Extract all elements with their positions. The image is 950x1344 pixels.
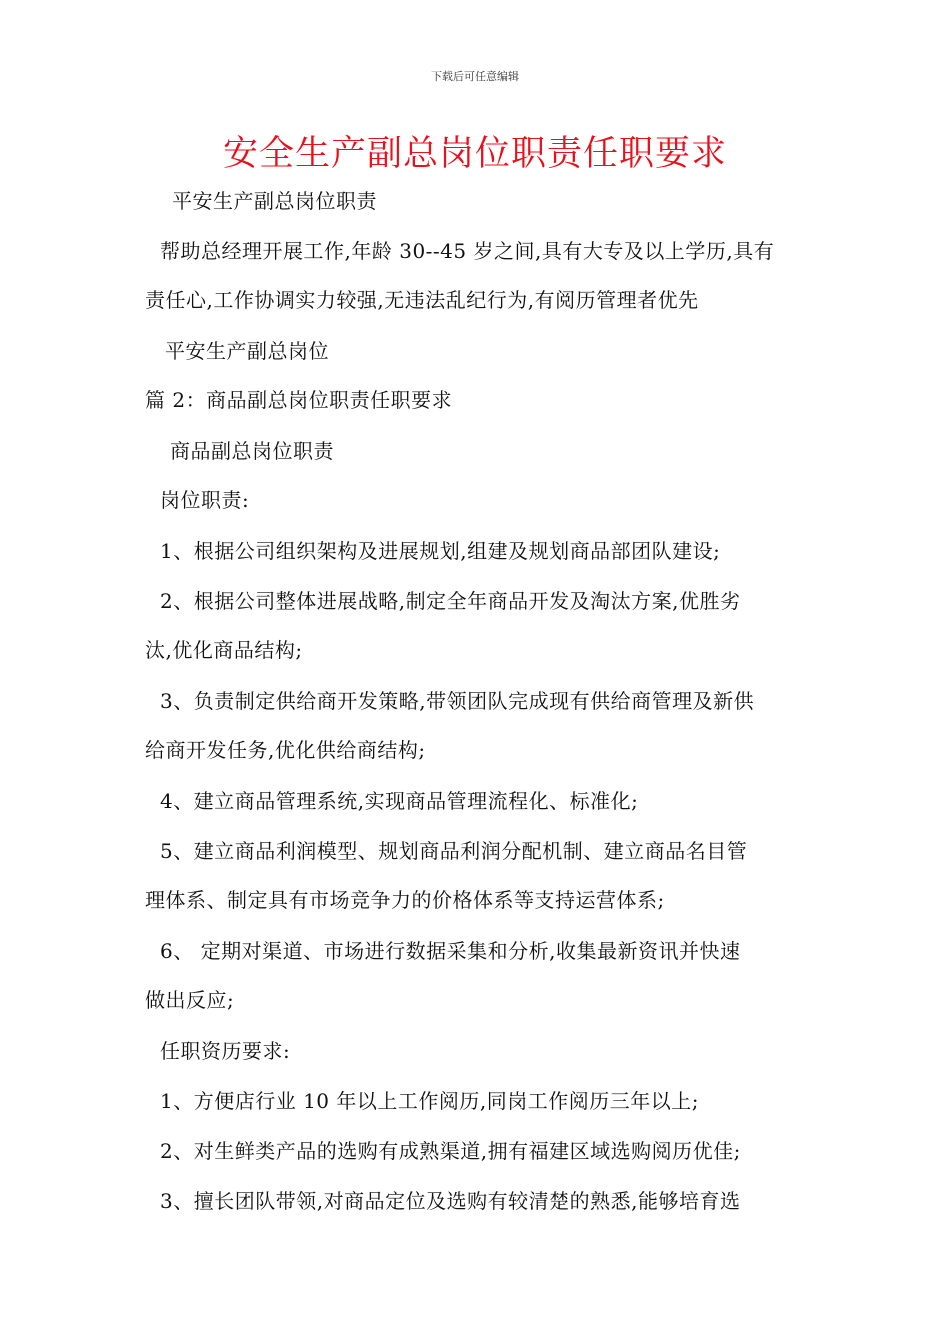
document-title: 安全生产副总岗位职责任职要求 [222,134,727,174]
list-item: 5、建立商品利润模型、规划商品利润分配机制、建立商品名目管 [160,839,748,863]
paragraph-line: 帮助总经理开展工作,年龄 30--45 岁之间,具有大专及以上学历,具有 [160,239,775,263]
list-item-continuation: 给商开发任务,优化供给商结构; [145,738,426,762]
paragraph-line: 平安生产副总岗位 [165,339,329,363]
section-heading: 篇 2：商品副总岗位职责任职要求 [145,388,453,412]
paragraph-line: 责任心,工作协调实力较强,无违法乱纪行为,有阅历管理者优先 [145,288,699,312]
paragraph-line: 平安生产副总岗位职责 [172,189,377,213]
subheading: 岗位职责: [160,488,250,512]
list-item: 1、根据公司组织架构及进展规划,组建及规划商品部团队建设; [160,539,721,563]
subheading: 任职资历要求: [160,1039,291,1063]
list-item-continuation: 理体系、制定具有市场竞争力的价格体系等支持运营体系; [145,888,665,912]
paragraph-line: 商品副总岗位职责 [170,439,334,463]
list-item: 3、负责制定供给商开发策略,带领团队完成现有供给商管理及新供 [160,689,755,713]
list-item: 2、对生鲜类产品的选购有成熟渠道,拥有福建区域选购阅历优佳; [160,1139,741,1163]
header-note: 下载后可任意编辑 [431,70,519,83]
list-item: 4、建立商品管理系统,实现商品管理流程化、标准化; [160,789,639,813]
list-item: 2、根据公司整体进展战略,制定全年商品开发及淘汰方案,优胜劣 [160,589,741,613]
list-item-continuation: 做出反应; [145,988,235,1012]
list-item-continuation: 汰,优化商品结构; [145,638,303,662]
list-item: 1、方便店行业 10 年以上工作阅历,同岗工作阅历三年以上; [160,1089,699,1113]
list-item: 6、 定期对渠道、市场进行数据采集和分析,收集最新资讯并快速 [160,939,741,963]
list-item: 3、擅长团队带领,对商品定位及选购有较清楚的熟悉,能够培育选 [160,1189,741,1213]
